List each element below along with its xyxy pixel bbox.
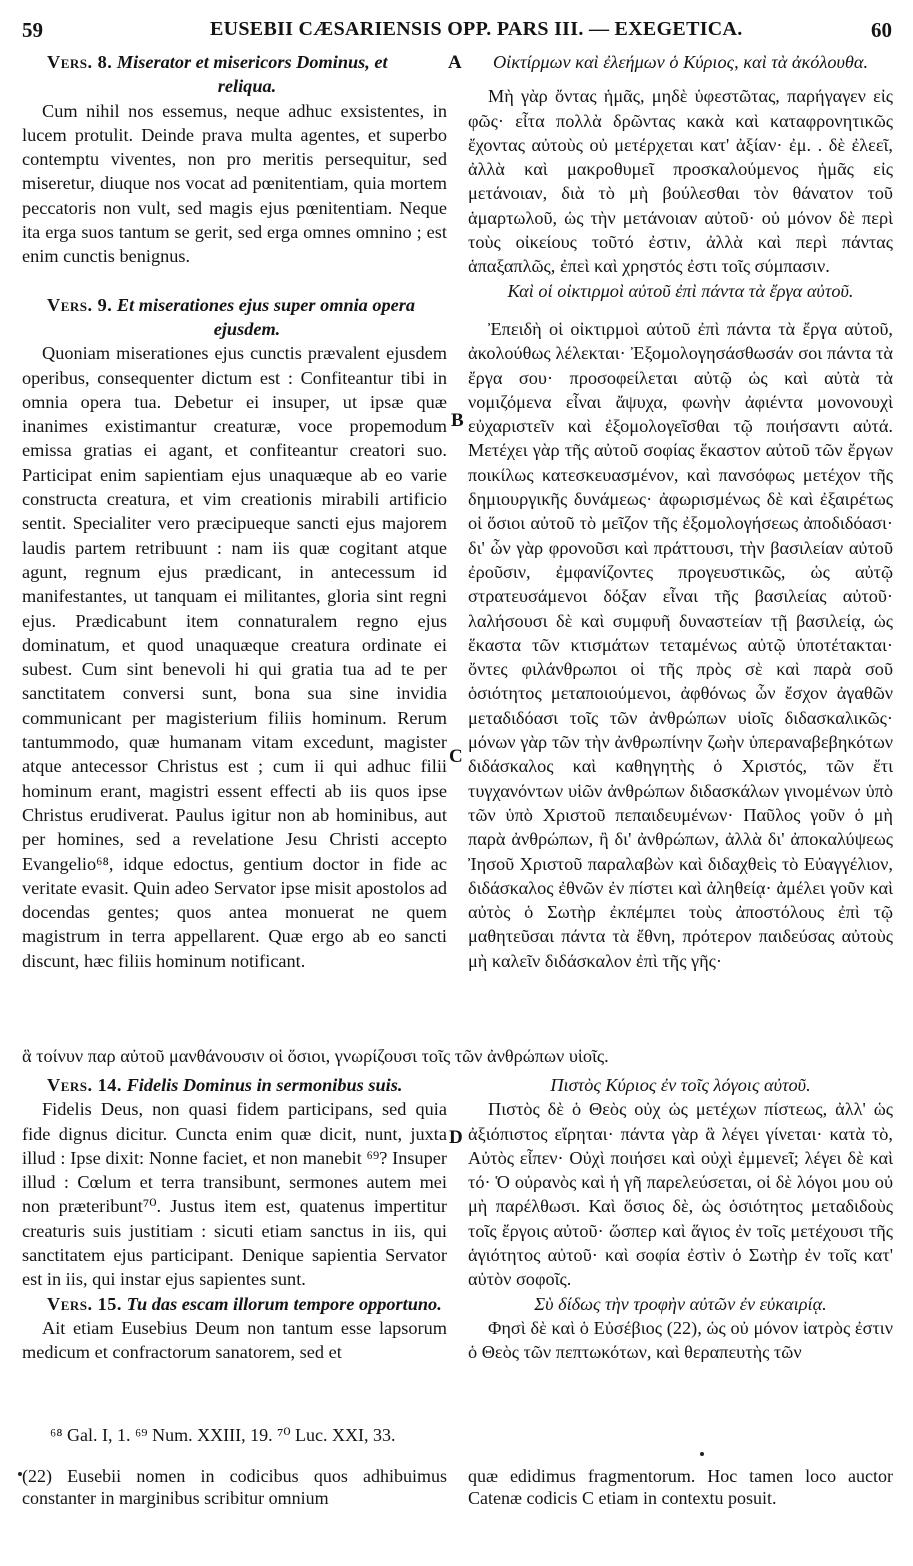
greek-paragraph-v8: Μὴ γὰρ ὄντας ἡμᾶς, μηδὲ ὑφεστῶτας, παρήγαγεν εἰς φῶς· εἶτα πολλὰ δρῶντας κακὰ καὶ καταφρονητικῶς ἔχοντας αὐτοὺς οὐ μετέρχεται κατ' ἀξίαν· ἐμ. . δὲ ἐλεεῖ, ἀλλὰ καὶ μακροθυμεῖ προσκαλούμενος ἡμᾶς εἰς μετάνοιαν, διὰ τὸ μὴ βούλεσθαι τὸν θάνατον τοῦ ἁμαρτωλοῦ, ὡς τὴν μετάνοιαν αὐτοῦ· οὐ μόνον δὲ περὶ τοὺς οἰκείους τοῦτό ἐστιν, ἀλλὰ καὶ περὶ πάντας ἁπαξαπλῶς, ἐπεὶ καὶ χρηστός ἐστι τοῖς σύμπασιν. <box>468 86 893 277</box>
verse-heading-9-greek: Καὶ οἱ οἰκτιρμοὶ αὐτοῦ ἐπὶ πάντα τὰ ἔργα αὐτοῦ. <box>507 280 854 301</box>
latin-column <box>22 50 447 973</box>
verse-title: Miserator et misericors Dominus, et <box>116 52 388 72</box>
footnote-references: ⁶⁸ Gal. I, 1. ⁶⁹ Num. XXIII, 19. ⁷⁰ Luc. XXI, 33. <box>50 1425 396 1445</box>
gap <box>468 303 893 317</box>
ink-speck-icon <box>700 1452 704 1456</box>
ink-speck-icon <box>18 1472 22 1476</box>
verse-title-cont: reliqua. <box>217 76 277 97</box>
greek-column <box>468 50 893 973</box>
latin-paragraph-v14: Fidelis Deus, non quasi fidem participans, sed quia fide dignus dicitur. Cuncta enim quæ dicit, nunt, juxta illud : Ipse dixit: Nonne faciet, et non manebit ⁶⁹? Insuper illud : Cœlum et terra transibunt, sermones autem mei non præteribunt⁷⁰. Justus item est, quatenus impertitur creaturis suis justitiam : sicuti etiam sanctus in iis, qui sanctitatem ejus participant. Denique sapientia Servator est in iis, qui instar ejus sapientes sunt. <box>22 1099 447 1290</box>
verse-label: Vers. 15. <box>47 1293 122 1314</box>
spacer <box>468 74 893 84</box>
verse-heading-15-latin <box>22 1292 447 1316</box>
latin-column-lower <box>22 1073 447 1365</box>
latin-paragraph-v15: Ait etiam Eusebius Deum non tantum esse lapsorum medicum et confractorum sanatorem, sed et <box>22 1317 447 1363</box>
margin-marker-c: C <box>449 746 463 767</box>
verse-heading-14-latin <box>22 1073 447 1097</box>
verse-heading-9-latin <box>22 293 447 342</box>
margin-marker-b: B <box>451 410 464 431</box>
footnote-left: (22) Eusebii nomen in codicibus quos adhibuimus constanter in marginibus scribitur omnium <box>22 1466 447 1508</box>
page-number-right: 60 <box>871 18 892 42</box>
latin-paragraph-v9: Quoniam miserationes ejus cunctis prævalent ejusdem operibus, consequenter dictum est : Confiteantur tibi in omnia opera tua. Debetur ei insuper, ut ipsæ quæ inanimes existimantur creaturæ, voce propemodum emissa gratias ei agant, et confiteantur creatori suo. Participat enim sapientiam ejus unaquæque ab eo varie constructa creatura, et vim creationis mirabili artificio sentit. Specialiter vero præcipueque sancti ejus majorem laudis partem retribuunt : nam iis quæ cogitant atque agunt, regnum ejus prædicant, in antecessum id manifestantes, ut tanquam ei militantes, gloria sint regni ejus. Prædicabunt item connaturalem regno ejus dominatum, et quod unaquæque creatura ordinate ei subest. Cum sint benevoli hi qui gratia tua ad te per sanctitatem conversi sunt, bona sua sine invidia communicant per magisterium filiis hominum. Rerum tantummodo, quæ humanam vitam excedunt, magister atque antecessor Christus est ; cum ii qui adhuc filii hominum erant, magistri essent effecti ab iis quos ipse Christus erudiverat. Paulus igitur non ab hominibus, aut per homines, sed a revelatione Jesu Christi accepto Evangelio⁶⁸, idque edoctus, gentium doctor in fide ac veritate evasit. Quin adeo Servator ipse misit apostolos ad docendas gentes; quos antea monuerat ne quem magistrum in terra appellarent. Quæ ergo ab eo sancti discunt, hæc filiis hominum notificant. <box>22 343 447 971</box>
page-header <box>22 14 892 42</box>
margin-marker-a: A <box>448 52 462 73</box>
latin-paragraph-v8: Cum nihil nos essemus, neque adhuc exsistentes, in lucem protulit. Deinde prava multa agentes, et superbo contemptu viventes, non pro meritis persequitur, sed miseretur, diuque nos vocat ad pœnitentiam, quia mortem peccatoris non vult, sed magis ejus pœnitentiam. Neque ita erga suos tantum se gerit, sed erga omnes omnino ; est enim cunctis benignus. <box>22 100 447 267</box>
verse-heading-8-greek: Οἰκτίρμων καὶ ἐλεήμων ὁ Κύριος, καὶ τὰ ἀκόλουθα. <box>492 52 869 72</box>
verse-heading-14-greek: Πιστὸς Κύριος ἐν τοῖς λόγοις αὐτοῦ. <box>550 1075 811 1095</box>
greek-paragraph-v9: Ἐπειδὴ οἱ οἰκτιρμοὶ αὐτοῦ ἐπὶ πάντα τὰ ἔργα αὐτοῦ, ἀκολούθως λέλεκται· Ἐξομολογησάσθωσάν σοι πάντα τὰ ἔργα σου· προσοφείλεται αὐτῷ ὡς καὶ αὐτὰ τὰ νομιζόμενα εἶναι ἄψυχα, φωνὴν ἀφιέντα μονονουχὶ εὐχαριστεῖν καὶ ἐξομολογεῖσθαι τῷ ποιήσαντι αὐτά. Μετέχει γὰρ τῆς αὐτοῦ σοφίας ἕκαστον αὐτοῦ τῶν ἔργων ποικίλως κατεσκευασμένον, καὶ πανσόφως μετέχον τῆς δημιουργικῆς δυνάμεως· ἀφωρισμένως δὲ καὶ ἐξαιρέτως οἱ ὅσιοι αὐτοῦ τὸ μεῖζον τῆς ἐξομολογήσεως ἀποδιδόασι· δι' ὧν γὰρ φρονοῦσι καὶ πράττουσι, τὴν βασιλείαν αὐτοῦ ἐροῦσιν, ἐμφανίζοντες προγευστικῶς, ὡς αὐτῷ στρατευσάμενοι δόξαν εἶναι τῆς βασιλείας αὐτοῦ· λαλήσουσι δὲ καὶ συμφυῆ δυναστείαν τῇ βασιλείᾳ, ὡς ἕκαστα τῶν κτισμάτων τεταμένως αὐτῷ ὑποτέτακται· ὄντες φιλάνθρωποι οἱ τῆς πρὸς σὲ καὶ παρὰ σοῦ ὁσιότητος μεταποιούμενοι, ἀφθόνως ὧν ἔσχον ἀγαθῶν μεταδιδόασι τοῖς τῶν ἀνθρώπων υἱοῖς διδασκαλικῶς· μόνων γὰρ τῶν τὴν ἀνθρωπίνην ζωὴν ὑπεραναβεβηκότων διδάσκαλος καὶ καθηγητὴς ὁ Χριστός, τῶν ἔτι τυγχανόντων υἱῶν ἀνθρώπων διδασκάλων γινομένων ὑπὸ τῶν ὑπὸ Χριστοῦ πεπαιδευμένων· Παῦλος γοῦν ὁ μὴ παρὰ ἀνθρώπων, ἢ δι' ἀνθρώπων, ἀλλὰ δι' ἀποκαλύψεως Ἰησοῦ Χριστοῦ παραλαβὼν καὶ διδαχθεὶς τὸ Εὐαγγέλιον, διδάσκαλος ἐθνῶν ἐν πίστει καὶ ἀληθείᾳ· ἀμέλει γοῦν καὶ αὐτὸς ὁ Σωτὴρ ἐκπέμπει τοὺς ἀποστόλους ἐπὶ τῷ μαθητεῦσαι πάντα τὰ ἔθνη, πρότερον παιδεύσας αὐτοὺς μὴ καλεῖν διδάσκαλον ἐπὶ τῆς γῆς· <box>468 318 893 971</box>
verse-heading-8-latin <box>22 50 447 99</box>
footnote-right: quæ edidimus fragmentorum. Hoc tamen loco auctor Catenæ codicis C etiam in contextu posuit. <box>468 1466 893 1508</box>
verse-label: Vers. 9. <box>47 294 113 315</box>
verse-label: Vers. 8. <box>47 52 113 72</box>
verse-title: Tu das escam illorum tempore opportuno. <box>126 1293 442 1314</box>
greek-paragraph-v14: Πιστὸς δὲ ὁ Θεὸς οὐχ ὡς μετέχων πίστεως, ἀλλ' ὡς ἀξιόπιστος εἴρηται· πάντα γὰρ ἃ λέγει γίνεται· κατὰ τὸ, Αὐτὸς εἶπεν· Οὐχὶ ποιήσει καὶ οὐχὶ ἐμμενεῖ; λέγει δὲ καὶ τό· Ὁ οὐρανὸς καὶ ἡ γῆ παρελεύσεται, οἱ δὲ λόγοι μου οὐ μὴ παρέλθωσι. Καὶ ὅσιος δὲ, ὡς ὁσιότητος μεταδιδοὺς τοῖς ἔργοις αὐτοῦ· ὥσπερ καὶ ἅγιος ἐν τοῖς μετέχουσι τῆς ἁγιότητος αὐτοῦ· καὶ σοφία ἐστὶν ὁ Σωτὴρ ἐν τοῖς κατ' αὐτὸν σοφοῖς. <box>468 1099 893 1290</box>
full-width-greek-line: ἃ τοίνυν παρ αὐτοῦ μανθάνουσιν οἱ ὅσιοι, γνωρίζουσι τοῖς τῶν ἀνθρώπων υἱοῖς. <box>22 1046 609 1066</box>
verse-title: Fidelis Dominus in sermonibus suis. <box>126 1075 403 1095</box>
margin-marker-d: D <box>449 1127 463 1148</box>
verse-heading-15-greek: Σὺ δίδως τὴν τροφὴν αὐτῶν ἐν εὐκαιρίᾳ. <box>534 1293 827 1314</box>
greek-column-lower <box>468 1073 893 1365</box>
page-number-left: 59 <box>22 18 43 42</box>
running-title: EUSEBII CÆSARIENSIS OPP. PARS III. — EXEGETICA. <box>210 18 743 40</box>
verse-title: Et miserationes ejus super omnia opera <box>116 294 416 315</box>
greek-paragraph-v15: Φησὶ δὲ καὶ ὁ Εὐσέβιος (22), ὡς οὐ μόνον ἰατρὸς ἐστιν ὁ Θεὸς τῶν πεπτωκότων, καὶ θεραπευτὴς τῶν <box>468 1317 893 1363</box>
verse-title-cont: ejusdem. <box>213 318 281 339</box>
gap <box>22 269 447 293</box>
verse-label: Vers. 14. <box>47 1075 122 1095</box>
